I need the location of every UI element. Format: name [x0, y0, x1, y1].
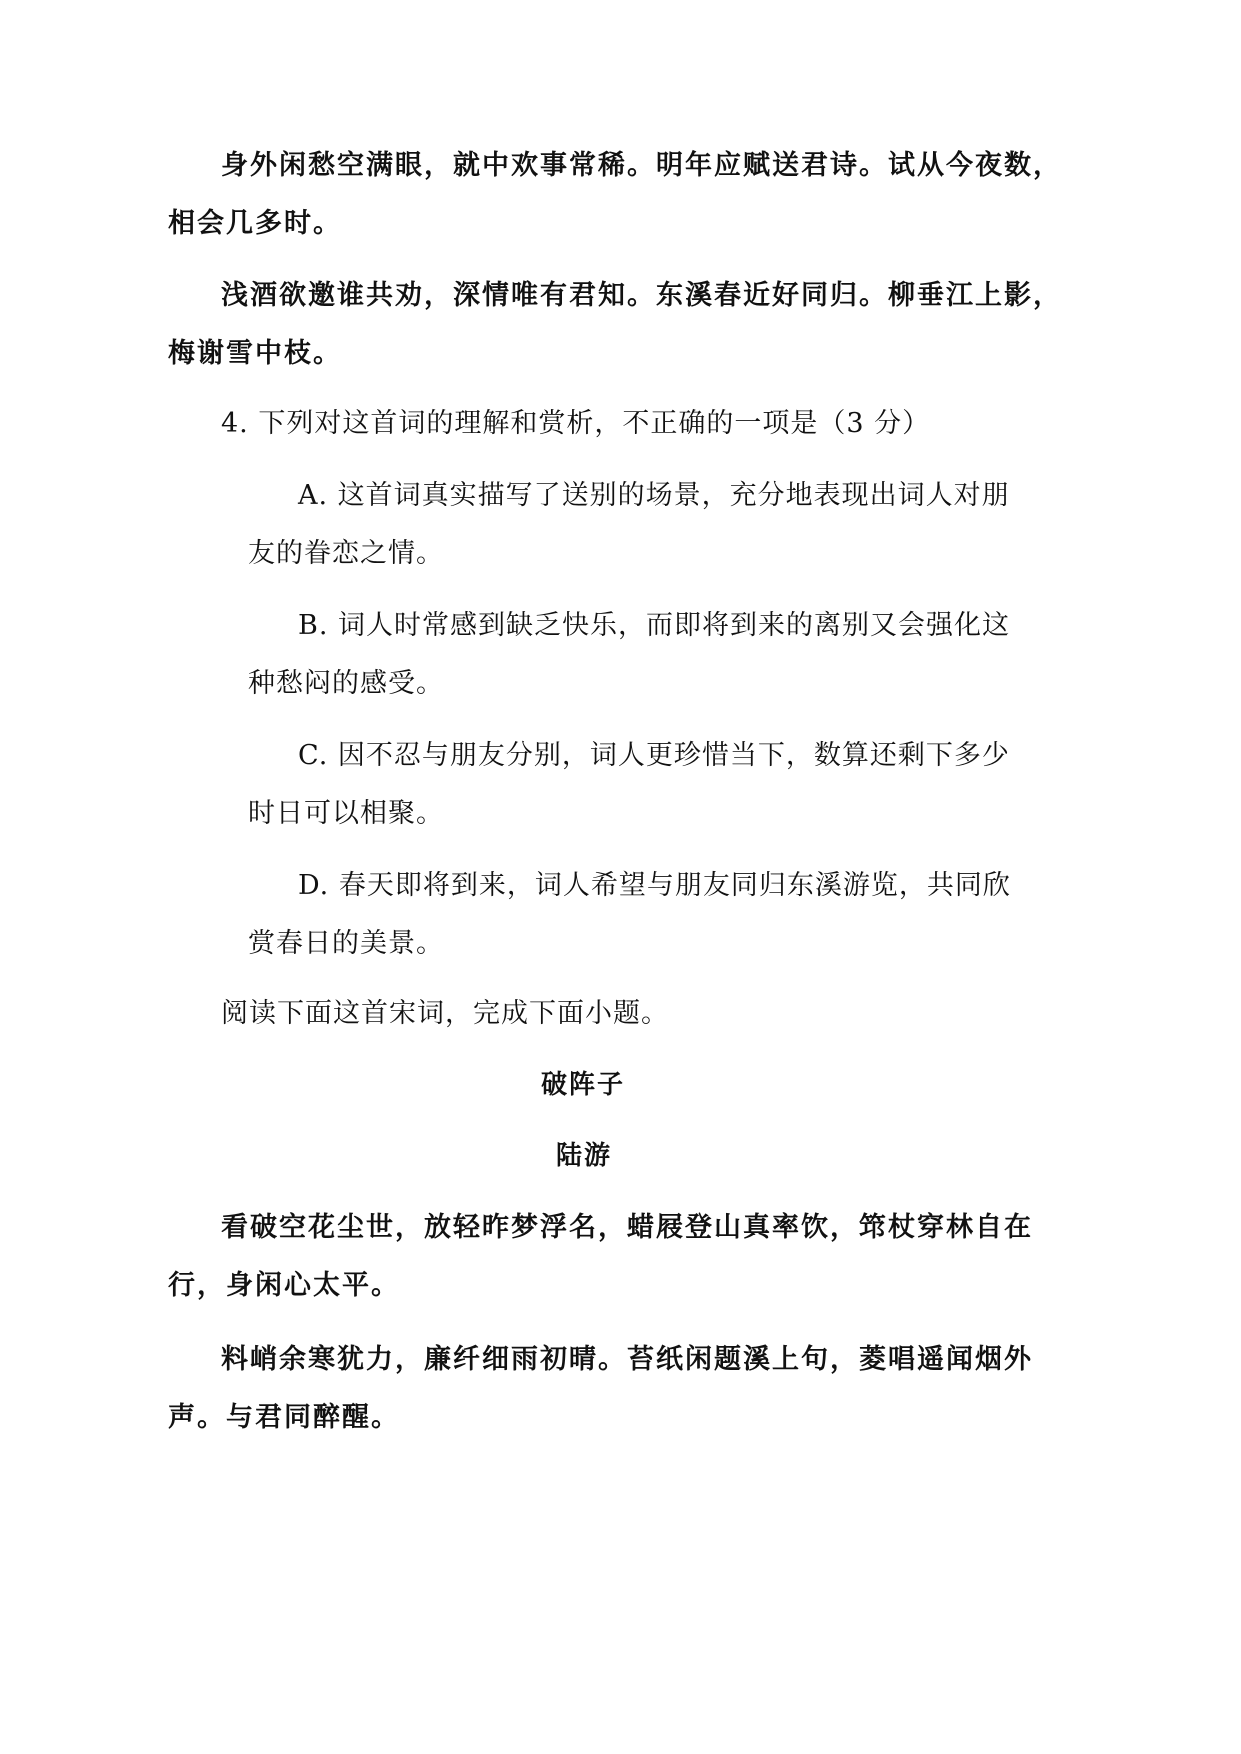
question4-option-d-line1: D. 春天即将到来，词人希望与朋友同归东溪游览，共同欣	[298, 870, 1011, 901]
question4-option-b-line2: 种愁闷的感受。	[248, 668, 444, 699]
question4-stem: 4. 下列对这首词的理解和赏析，不正确的一项是（3 分）	[221, 408, 931, 439]
question4-option-b-line1: B. 词人时常感到缺乏快乐，而即将到来的离别又会强化这	[298, 610, 1011, 641]
poem2-stanza2-line1: 料峭余寒犹力，廉纤细雨初晴。苔纸闲题溪上句，菱唱遥闻烟外	[221, 1344, 1033, 1375]
question4-option-c-line1: C. 因不忍与朋友分别，词人更珍惜当下，数算还剩下多少	[298, 740, 1010, 771]
poem2-stanza2-line2: 声。与君同醉醒。	[168, 1402, 400, 1433]
question4-option-a-line1: A. 这首词真实描写了送别的场景，充分地表现出词人对朋	[298, 480, 1010, 511]
poem1-stanza2-line2: 梅谢雪中枝。	[168, 338, 342, 369]
poem2-stanza1-line1: 看破空花尘世，放轻昨梦浮名，蜡屐登山真率饮，筇杖穿林自在	[221, 1212, 1033, 1243]
question4-option-a-line2: 友的眷恋之情。	[248, 538, 444, 569]
poem1-stanza1-line2: 相会几多时。	[168, 208, 342, 239]
question4-option-c-line2: 时日可以相聚。	[248, 798, 444, 829]
poem2-author: 陆游	[556, 1141, 613, 1171]
poem2-title: 破阵子	[541, 1070, 626, 1100]
question4-option-d-line2: 赏春日的美景。	[248, 928, 444, 959]
poem1-stanza2-line1: 浅酒欲邀谁共劝，深情唯有君知。东溪春近好同归。柳垂江上影，	[221, 280, 1062, 311]
reading-instruction: 阅读下面这首宋词，完成下面小题。	[221, 998, 669, 1029]
poem2-stanza1-line2: 行，身闲心太平。	[168, 1270, 400, 1301]
poem1-stanza1-line1: 身外闲愁空满眼，就中欢事常稀。明年应赋送君诗。试从今夜数，	[221, 150, 1062, 181]
